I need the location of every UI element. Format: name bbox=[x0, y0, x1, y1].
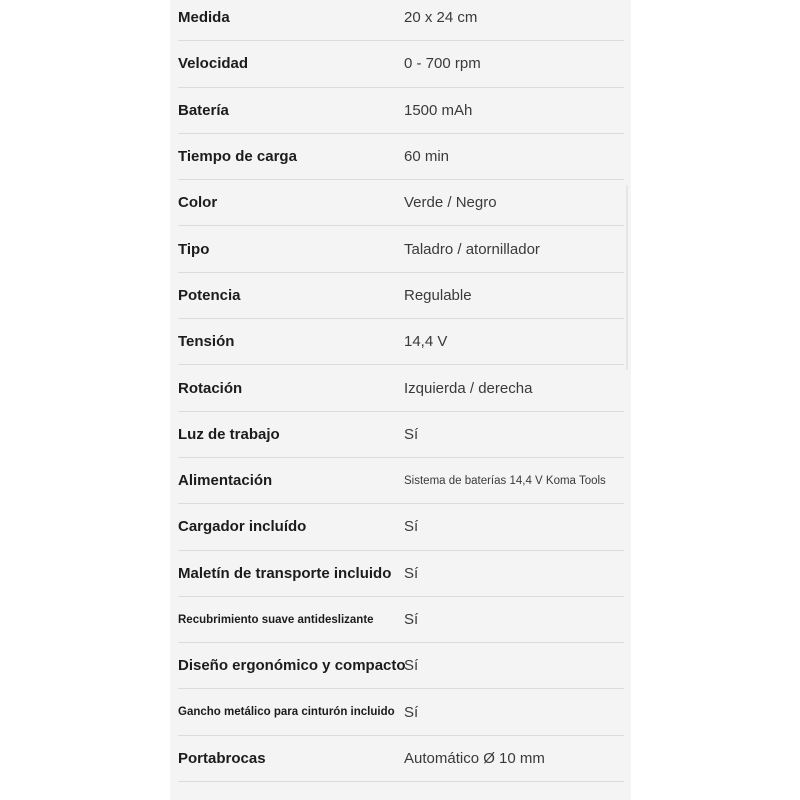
spec-label: Tiempo de carga bbox=[178, 148, 297, 166]
spec-value: Izquierda / derecha bbox=[404, 379, 533, 397]
spec-label: Velocidad bbox=[178, 55, 249, 73]
spec-value: 1500 mAh bbox=[404, 101, 473, 119]
table-row bbox=[178, 226, 624, 272]
spec-value: Sí bbox=[404, 703, 419, 721]
spec-value: 60 min bbox=[404, 148, 450, 166]
table-row bbox=[178, 365, 624, 411]
spec-label: Alimentación bbox=[178, 472, 273, 490]
table-row bbox=[178, 736, 624, 782]
spec-label: Tipo bbox=[178, 240, 210, 258]
spec-value: 14,4 V bbox=[404, 333, 448, 351]
table-row bbox=[178, 88, 624, 134]
spec-label: Luz de trabajo bbox=[178, 425, 280, 443]
spec-value: 0 - 700 rpm bbox=[404, 55, 481, 73]
spec-value: Sí bbox=[404, 518, 419, 536]
scrollbar[interactable] bbox=[626, 185, 628, 370]
spec-label: Maletín de transporte incluido bbox=[178, 564, 392, 582]
table-row bbox=[178, 180, 624, 226]
spec-value: Regulable bbox=[404, 286, 472, 304]
table-row bbox=[178, 0, 624, 41]
table-row bbox=[178, 273, 624, 319]
table-row bbox=[178, 643, 624, 689]
table-row bbox=[178, 458, 624, 504]
table-row bbox=[178, 41, 624, 87]
spec-label: Cargador incluído bbox=[178, 518, 307, 536]
spec-label: Recubrimiento suave antideslizante bbox=[178, 613, 374, 626]
table-row bbox=[178, 689, 624, 735]
spec-label: Rotación bbox=[178, 379, 243, 397]
spec-value: Sí bbox=[404, 564, 419, 582]
spec-value: Taladro / atornillador bbox=[404, 240, 540, 258]
spec-value: Sí bbox=[404, 611, 419, 628]
spec-label: Tensión bbox=[178, 333, 235, 351]
spec-label: Batería bbox=[178, 101, 229, 119]
spec-value: Sistema de baterías 14,4 V Koma Tools bbox=[404, 474, 606, 487]
spec-label: Potencia bbox=[178, 286, 241, 304]
table-row bbox=[178, 597, 624, 643]
spec-label: Color bbox=[178, 194, 218, 212]
table-row bbox=[178, 504, 624, 550]
spec-value: Verde / Negro bbox=[404, 194, 497, 212]
spec-value: Sí bbox=[404, 425, 419, 443]
spec-label: Medida bbox=[178, 9, 230, 27]
spec-value: 20 x 24 cm bbox=[404, 9, 478, 27]
table-row bbox=[178, 412, 624, 458]
spec-table bbox=[178, 0, 624, 782]
spec-value: Sí bbox=[404, 657, 419, 675]
spec-label: Gancho metálico para cinturón incluido bbox=[178, 706, 395, 719]
spec-label: Portabrocas bbox=[178, 749, 266, 767]
spec-label: Diseño ergonómico y compacto bbox=[178, 657, 406, 675]
table-row bbox=[178, 134, 624, 180]
table-row bbox=[178, 551, 624, 597]
table-row bbox=[178, 319, 624, 365]
spec-value: Automático Ø 10 mm bbox=[404, 749, 545, 767]
